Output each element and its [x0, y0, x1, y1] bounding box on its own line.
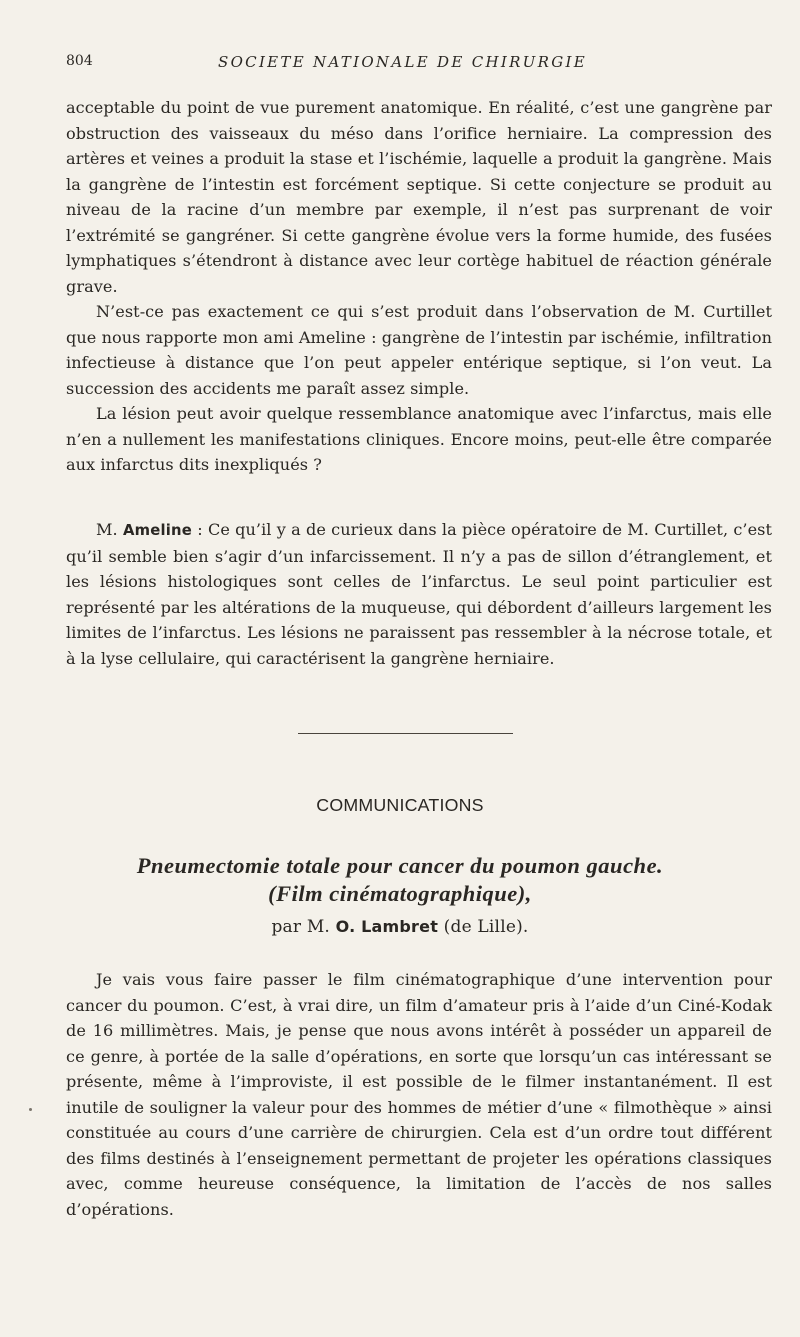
discussion-text	[66, 95, 772, 478]
speaker-name: Ameline	[122, 522, 192, 539]
reply-text: : Ce qu’il y a de curieux dans la pièce opératoire de M. Curtillet, c’est qu’il semble bien s’agir d’un infarcissement. Il n’y a pas de sillon d’étranglement, et les lésions histologiques sont celles de l’infarctus. Le seul point particulier est représenté par les altérations de la muqueuse, qui débordent d’ailleurs largement les limites de l’infarctus. Les lésions ne paraissent pas ressembler à la nécrose totale, et à la lyse cellulaire, qui caractérisent la gangrène herniaire.	[66, 520, 772, 668]
discussion-paragraph-1: acceptable du point de vue purement anatomique. En réalité, c’est une gangrène par obstruction des vaisseaux du méso dans l’orifice herniaire. La compression des artères et veines a produit la stase et l’ischémie, laquelle a produit la gangrène. Mais la gangrène de l’intestin est forcément septique. Si cette conjecture se produit au niveau de la racine d’un membre par exemple, il n’est pas surprenant de voir l’extrémité se gangréner. Si cette gangrène évolue vers la forme humide, des fusées lymphatiques s’étendront à distance avec leur cortège habituel de réaction générale grave.	[66, 98, 772, 296]
journal-title: SOCIETE NATIONALE DE CHIRURGIE	[218, 53, 587, 71]
reply-paragraph	[66, 517, 772, 671]
discussion-paragraph-2: N’est-ce pas exactement ce qui s’est produit dans l’observation de M. Curtillet que nous rapporte mon ami Ameline : gangrène de l’intestin par ischémie, infiltration infectieuse à distance que l’on peut appeler entérique septique, si l’on veut. La succession des accidents me paraît assez simple.	[66, 302, 772, 398]
article-title-line-2: (Film cinématographique),	[268, 881, 532, 906]
discussion-paragraph-3: La lésion peut avoir quelque ressemblance anatomique avec l’infarctus, mais elle n’en a nullement les manifestations cliniques. Encore moins, peut-elle être comparée aux infarctus dits inexpliqués ?	[66, 404, 772, 474]
article-title	[0, 852, 800, 908]
byline-suffix: (de Lille).	[438, 917, 529, 937]
article-paragraph: Je vais vous faire passer le film cinématographique d’une intervention pour cancer du poumon. C’est, à vrai dire, un film d’amateur pris à l’aide d’un Ciné-Kodak de 16 millimètres. Mais, je pense que nous avons intérêt à posséder un appareil de ce genre, à portée de la salle d’opérations, en sorte que lorsqu’un cas intéressant se présente, même à l’improviste, il est possible de le filmer instantanément. Il est inutile de souligner la valeur pour des hommes de métier d’une « filmothèque » ainsi constituée au cours d’une carrière de chirurgien. Cela est d’un ordre tout différent des films destinés à l’enseignement permettant de projeter les opérations classiques avec, comme heureuse conséquence, la limitation de l’accès de nos salles d’opérations.	[66, 970, 772, 1219]
ameline-reply	[66, 517, 772, 671]
section-separator	[298, 733, 513, 734]
running-head	[66, 53, 772, 75]
author-name: O. Lambret	[335, 917, 439, 936]
page-number: 804	[66, 53, 93, 69]
print-speck	[29, 1108, 32, 1111]
speaker-prefix: M.	[96, 520, 123, 539]
byline	[0, 917, 800, 937]
byline-prefix: par M.	[271, 917, 336, 937]
article-title-line-1: Pneumectomie totale pour cancer du poumon gauche.	[136, 853, 664, 878]
article-body	[66, 967, 772, 1222]
section-heading: COMMUNICATIONS	[316, 795, 484, 815]
